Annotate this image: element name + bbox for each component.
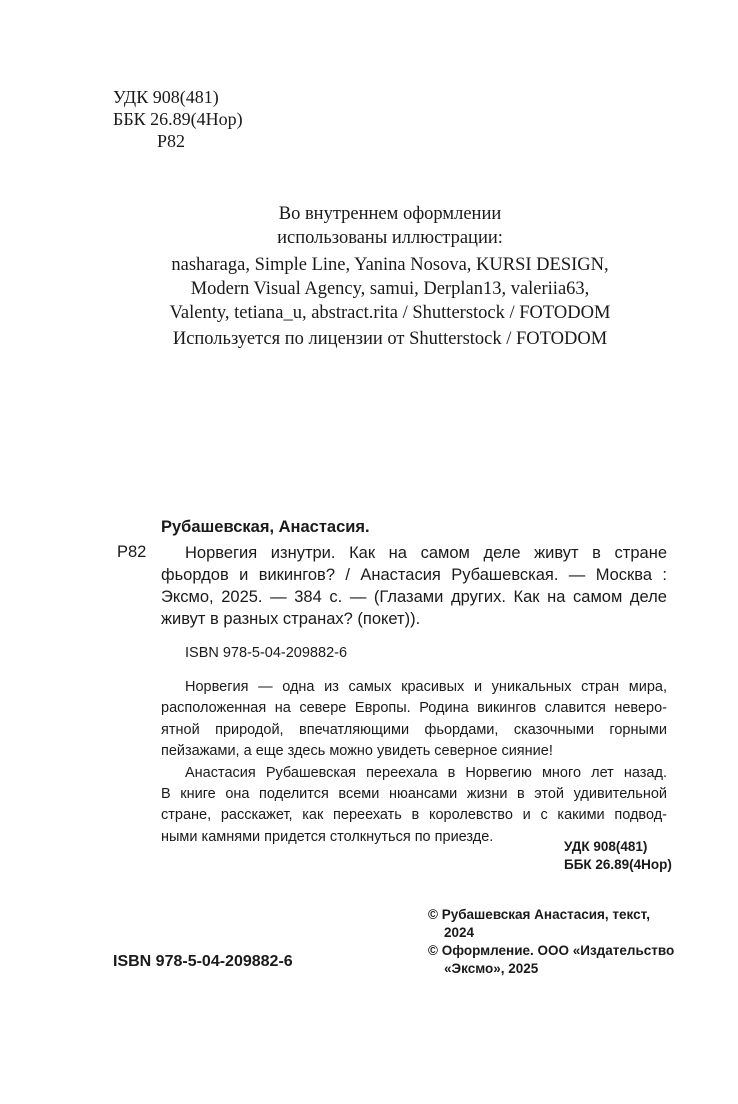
bibliographic-description [161,542,667,630]
credits-line: Modern Visual Agency, samui, Derplan13, valeriia63, [190,279,590,299]
record-isbn: ISBN 978-5-04-209882-6 [185,645,348,661]
copyright-block [428,906,678,978]
annotation-line: стране, расскажет, как переехать в королевство и с какими подвод- [161,807,667,824]
udk-code-bottom: УДК 908(481) [564,839,648,854]
annotation-line: ятной природой, впечатляющими фьордами, сказочными горными [161,721,667,738]
copyright-text-line: © Рубашевская Анастасия, текст, [428,907,650,922]
description-line: фьордов и викингов? / Анастасия Рубашевская. — Москва : [161,566,667,584]
annotation-line: пейзажами, а еще здесь можно увидеть северное сияние! [161,743,553,760]
bbk-code: ББК 26.89(4Нор) [113,109,243,129]
udk-code: УДК 908(481) [113,87,219,107]
illustration-credits [80,202,700,250]
description-line: живут в разных странах? (покет)). [161,610,421,628]
description-line: Норвегия изнутри. Как на самом деле живут в стране [185,544,667,562]
annotation-line: Норвегия — одна из самых красивых и уникальных стран мира, [185,679,667,695]
license-note [80,327,700,351]
credits-line: использованы иллюстрации: [277,228,503,248]
credits-line: Используется по лицензии от Shutterstock / FOTODOM [172,329,608,349]
copyright-design-publisher: «Эксмо», 2025 [444,961,539,976]
annotation-line: Анастасия Рубашевская переехала в Норвегию много лет назад. [185,764,667,781]
annotation [161,677,667,848]
annotation-line: В книге она поделится всеми нюансами жизни в этой удивительной [161,786,667,803]
credits-line: Valenty, tetiana_u, abstract.rita / Shutterstock / FOTODOM [169,303,611,323]
annotation-line: ными камнями придется столкнуться по приезде. [161,828,494,845]
description-line: Эксмо, 2025. — 384 с. — (Глазами других. Как на самом деле [161,588,667,606]
author-mark: Р82 [157,131,186,151]
illustrator-list [80,253,700,325]
copyright-text-year: 2024 [444,925,475,940]
record-author-mark: Р82 [117,543,147,561]
bbk-code-bottom: ББК 26.89(4Нор) [564,857,672,872]
copyright-design-line: © Оформление. ООО «Издательство [428,943,675,958]
credits-line: Во внутреннем оформлении [278,204,502,224]
author-heading: Рубашевская, Анастасия. [161,518,370,536]
credits-line: nasharaga, Simple Line, Yanina Nosova, KURSI DESIGN, [171,255,609,275]
annotation-line: расположенная на севере Европы. Родина викингов славится неверо- [161,700,667,717]
isbn-bottom: ISBN 978-5-04-209882-6 [113,953,293,970]
